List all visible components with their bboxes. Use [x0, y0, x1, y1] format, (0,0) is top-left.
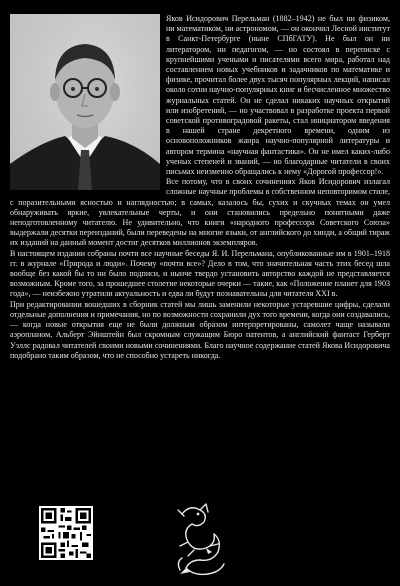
qr-code	[39, 506, 93, 560]
bio-paragraph: При редактировании вошедших в сборник статей мы лишь заменили некоторые устаревшие цифры, сделали отдельные дополнения и примечания, но по возможности сохранили дух того времени, когда они создавались, — когда новые открытия еще не были должным образом интерпретированы, самолет чаще называли аэропланом, Альберт Эйнштейн был скромным служащим Бюро патентов, а английский фантаст Герберт Уэллс радовал читателей своими новыми сочинениями. Благо научное содержание статей Якова Исидоровича подобрано таким образом, что не способно устареть никогда.	[10, 299, 390, 360]
publisher-logo-dragon	[170, 500, 232, 580]
bio-paragraph: Все потому, что в своих сочинениях Яков Исидорович излагал сложные научные проблемы в собственном неповторимом стиле, с поразительными ясностью и наглядностью; в самых, казалось бы, сухих и скучных темах он умел обнаруживать яркие, увлекательные черты, и они становились предельно понятными даже неподготовленному читателю. Не удивительно, что книги «народного профессора Советского Союза» выдержали десятки переизданий, были переведены на многие языки, от английского до хинди, а общий тираж их изданий на данный момент достиг десятков миллионов экземпляров.	[10, 177, 390, 248]
bio-paragraph: Яков Исидорович Перельман (1882–1942) не был ни физиком, ни математиком, ни астрономом, — он окончил Лесной институт в Санкт-Петербурге (ныне СПбГАТУ). Не был он ни литератором, ни педагогом, — но состоял в переписке с крупнейшими учеными и писателями всего мира, работал над составлением новых учебников и задачников по математике и физике, прочитал более двух тысяч популярных лекций, написал около сотни научно-популярных книг и бесчисленное множество журнальных статей. Он не сделал никаких научных открытий или изобретений, — но участвовал в разработке проекта первой советской противоградовой ракеты, стал инициатором введения в нашей стране декретного времени, одним из основоположников жанра научно-популярной литературы и автором термина «научная фантастика». Он не имел каких-либо ученых степеней и званий, — но благодарные читатели в своих письмах неизменно обращались к нему «Дорогой профессор!».	[166, 14, 390, 177]
portrait-spacer	[10, 14, 166, 191]
author-bio-text	[10, 14, 390, 361]
bio-paragraph: В настоящем издании собраны почти все научные беседы Я. И. Перельмана, опубликованные им в 1901–1918 гг. в журнале «Природа и люди». Почему «почти все»? Дело в том, что значительная часть этих бесед шла вообще без какой бы то ни было подписи, и нынче твердо установить авторство каждой не представляется возможным. Кроме того, за прошедшее столетие некоторые очерки — такие, как «Положение планет для 1903 года», — неизбежно утратили актуальность и едва ли будут познавательны для читателя XXI в.	[10, 248, 390, 299]
